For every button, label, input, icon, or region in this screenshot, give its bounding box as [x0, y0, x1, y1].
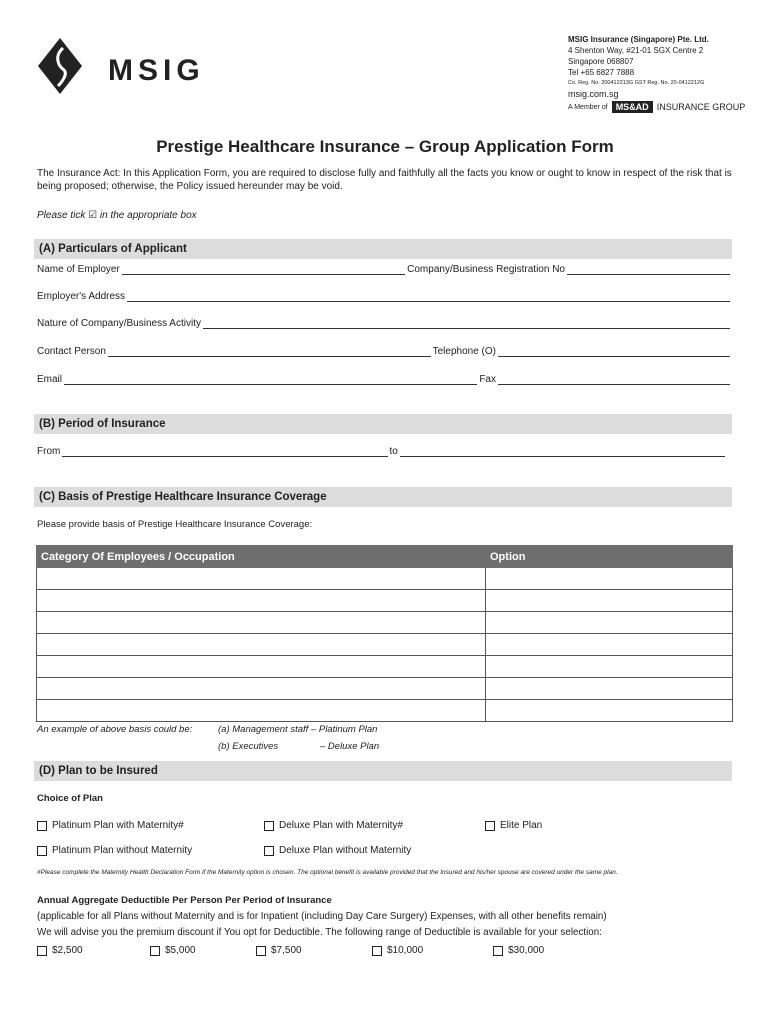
checkmark-icon: ☑ [88, 210, 98, 221]
table-row [37, 612, 733, 634]
deductible-title: Annual Aggregate Deductible Per Person Per Period of Insurance [37, 895, 332, 906]
member-group: INSURANCE GROUP [656, 102, 746, 112]
plan-label: Deluxe Plan without Maternity [279, 845, 412, 856]
plan-label: Platinum Plan with Maternity# [52, 820, 184, 831]
fax-field[interactable] [498, 375, 730, 385]
msad-logo: MS&AD [612, 101, 653, 113]
fax-label: Fax [479, 374, 496, 385]
employer-name-field[interactable] [122, 265, 405, 275]
category-cell[interactable] [37, 634, 486, 656]
option-cell[interactable] [486, 590, 733, 612]
deductible-option[interactable] [37, 945, 83, 956]
employer-row [37, 264, 732, 275]
section-b-header: (B) Period of Insurance [34, 414, 732, 434]
nature-field[interactable] [203, 319, 730, 329]
plan-label: Deluxe Plan with Maternity# [279, 820, 403, 831]
to-label: to [389, 446, 398, 457]
amount-label: $10,000 [387, 945, 424, 956]
employer-name-label: Name of Employer [37, 264, 120, 275]
category-cell[interactable] [37, 612, 486, 634]
plan-deluxe-maternity[interactable] [264, 820, 403, 831]
deductible-line-1: (applicable for all Plans without Maternity and is for Inpatient (including Day Care Surgery) Expenses, with all other benefits remain) [37, 911, 607, 922]
plan-label: Platinum Plan without Maternity [52, 845, 193, 856]
reg-no-label: Company/Business Registration No [407, 264, 565, 275]
section-c-header: (C) Basis of Prestige Healthcare Insurance Coverage [34, 487, 732, 507]
table-row [37, 678, 733, 700]
email-field[interactable] [64, 375, 477, 385]
telephone: Tel +65 6827 7888 [568, 68, 635, 77]
address-line-1: 4 Shenton Way, #21-01 SGX Centre 2 [568, 46, 704, 55]
plan-label: Elite Plan [500, 820, 543, 831]
checkbox[interactable] [264, 846, 274, 856]
deductible-line-2: We will advise you the premium discount if You opt for Deductible. The following range of Deductible is available for your selection: [37, 927, 602, 938]
amount-label: $30,000 [508, 945, 545, 956]
registration: Co. Reg. No. 200412213G GST Reg. No. 20-0412212G [568, 80, 705, 86]
member-badge [568, 101, 745, 113]
from-label: From [37, 446, 61, 457]
amount-label: $2,500 [52, 945, 83, 956]
plan-platinum-maternity[interactable] [37, 820, 184, 831]
page-title: Prestige Healthcare Insurance – Group Application Form [156, 137, 614, 156]
checkbox[interactable] [37, 821, 47, 831]
section-c-hint: Please provide basis of Prestige Healthcare Insurance Coverage: [37, 519, 313, 530]
example-label: An example of above basis could be: [37, 724, 193, 735]
deductible-option[interactable] [256, 945, 302, 956]
reg-no-field[interactable] [567, 265, 730, 275]
address-line-2: Singapore 068807 [568, 57, 634, 66]
plan-deluxe-no-maternity[interactable] [264, 845, 411, 856]
maternity-footnote: #Please complete the Maternity Health Declaration Form if the Maternity option is chosen. The optional benefit is available provided that the Insured and his/her spouse are covered under the same plan. [37, 869, 618, 876]
checkbox[interactable] [150, 946, 160, 956]
checkbox[interactable] [37, 946, 47, 956]
section-d-header: (D) Plan to be Insured [34, 761, 732, 781]
address-row [37, 291, 732, 302]
category-cell[interactable] [37, 590, 486, 612]
company-info [568, 34, 709, 100]
telephone-field[interactable] [498, 347, 730, 357]
nature-label: Nature of Company/Business Activity [37, 318, 201, 329]
category-table [36, 545, 733, 722]
checkbox[interactable] [256, 946, 266, 956]
checkbox[interactable] [485, 821, 495, 831]
category-cell[interactable] [37, 568, 486, 590]
table-row [37, 700, 733, 722]
checkbox[interactable] [264, 821, 274, 831]
choice-of-plan-label: Choice of Plan [37, 793, 103, 804]
option-cell[interactable] [486, 612, 733, 634]
example-b-right: – Deluxe Plan [320, 741, 380, 752]
table-row [37, 590, 733, 612]
address-field[interactable] [127, 292, 730, 302]
category-cell[interactable] [37, 700, 486, 722]
logo-text: MSIG [108, 54, 205, 87]
contact-label: Contact Person [37, 346, 106, 357]
option-cell[interactable] [486, 678, 733, 700]
option-cell[interactable] [486, 634, 733, 656]
tick-suffix: in the appropriate box [99, 210, 197, 221]
section-a-header: (A) Particulars of Applicant [34, 239, 732, 259]
table-row [37, 568, 733, 590]
table-row [37, 634, 733, 656]
email-label: Email [37, 374, 63, 385]
plan-platinum-no-maternity[interactable] [37, 845, 192, 856]
company-name: MSIG Insurance (Singapore) Pte. Ltd. [568, 35, 709, 44]
nature-row [37, 318, 732, 329]
checkbox[interactable] [493, 946, 503, 956]
website: msig.com.sg [568, 89, 619, 99]
email-row [37, 374, 732, 385]
option-column-header: Option [486, 546, 733, 568]
option-cell[interactable] [486, 656, 733, 678]
member-prefix: A Member of [568, 103, 608, 111]
category-cell[interactable] [37, 678, 486, 700]
amount-label: $7,500 [271, 945, 302, 956]
example-b-left: (b) Executives [218, 741, 279, 752]
tick-prefix: Please tick [37, 210, 86, 221]
deductible-option[interactable] [372, 945, 423, 956]
option-cell[interactable] [486, 700, 733, 722]
option-cell[interactable] [486, 568, 733, 590]
category-column-header: Category Of Employees / Occupation [37, 546, 486, 568]
table-row [37, 656, 733, 678]
msig-logo-icon [36, 36, 84, 96]
category-cell[interactable] [37, 656, 486, 678]
period-row [37, 446, 727, 457]
amount-label: $5,000 [165, 945, 196, 956]
deductible-option[interactable] [493, 945, 544, 956]
deductible-option[interactable] [150, 945, 196, 956]
to-field[interactable] [400, 447, 725, 457]
example-a: (a) Management staff – Platinum Plan [218, 724, 378, 735]
contact-row [37, 346, 732, 357]
checkbox[interactable] [372, 946, 382, 956]
tick-note [37, 210, 197, 221]
telephone-label: Telephone (O) [432, 346, 496, 357]
plan-elite[interactable] [485, 820, 542, 831]
address-label: Employer's Address [37, 291, 126, 302]
intro-text: The Insurance Act: In this Application Form, you are required to disclose fully and faithfully all the facts you know or ought to know in respect of the risk that is being proposed; otherwise, the Policy issued hereunder may be void. [37, 168, 732, 192]
checkbox[interactable] [37, 846, 47, 856]
from-field[interactable] [62, 447, 387, 457]
contact-field[interactable] [108, 347, 431, 357]
